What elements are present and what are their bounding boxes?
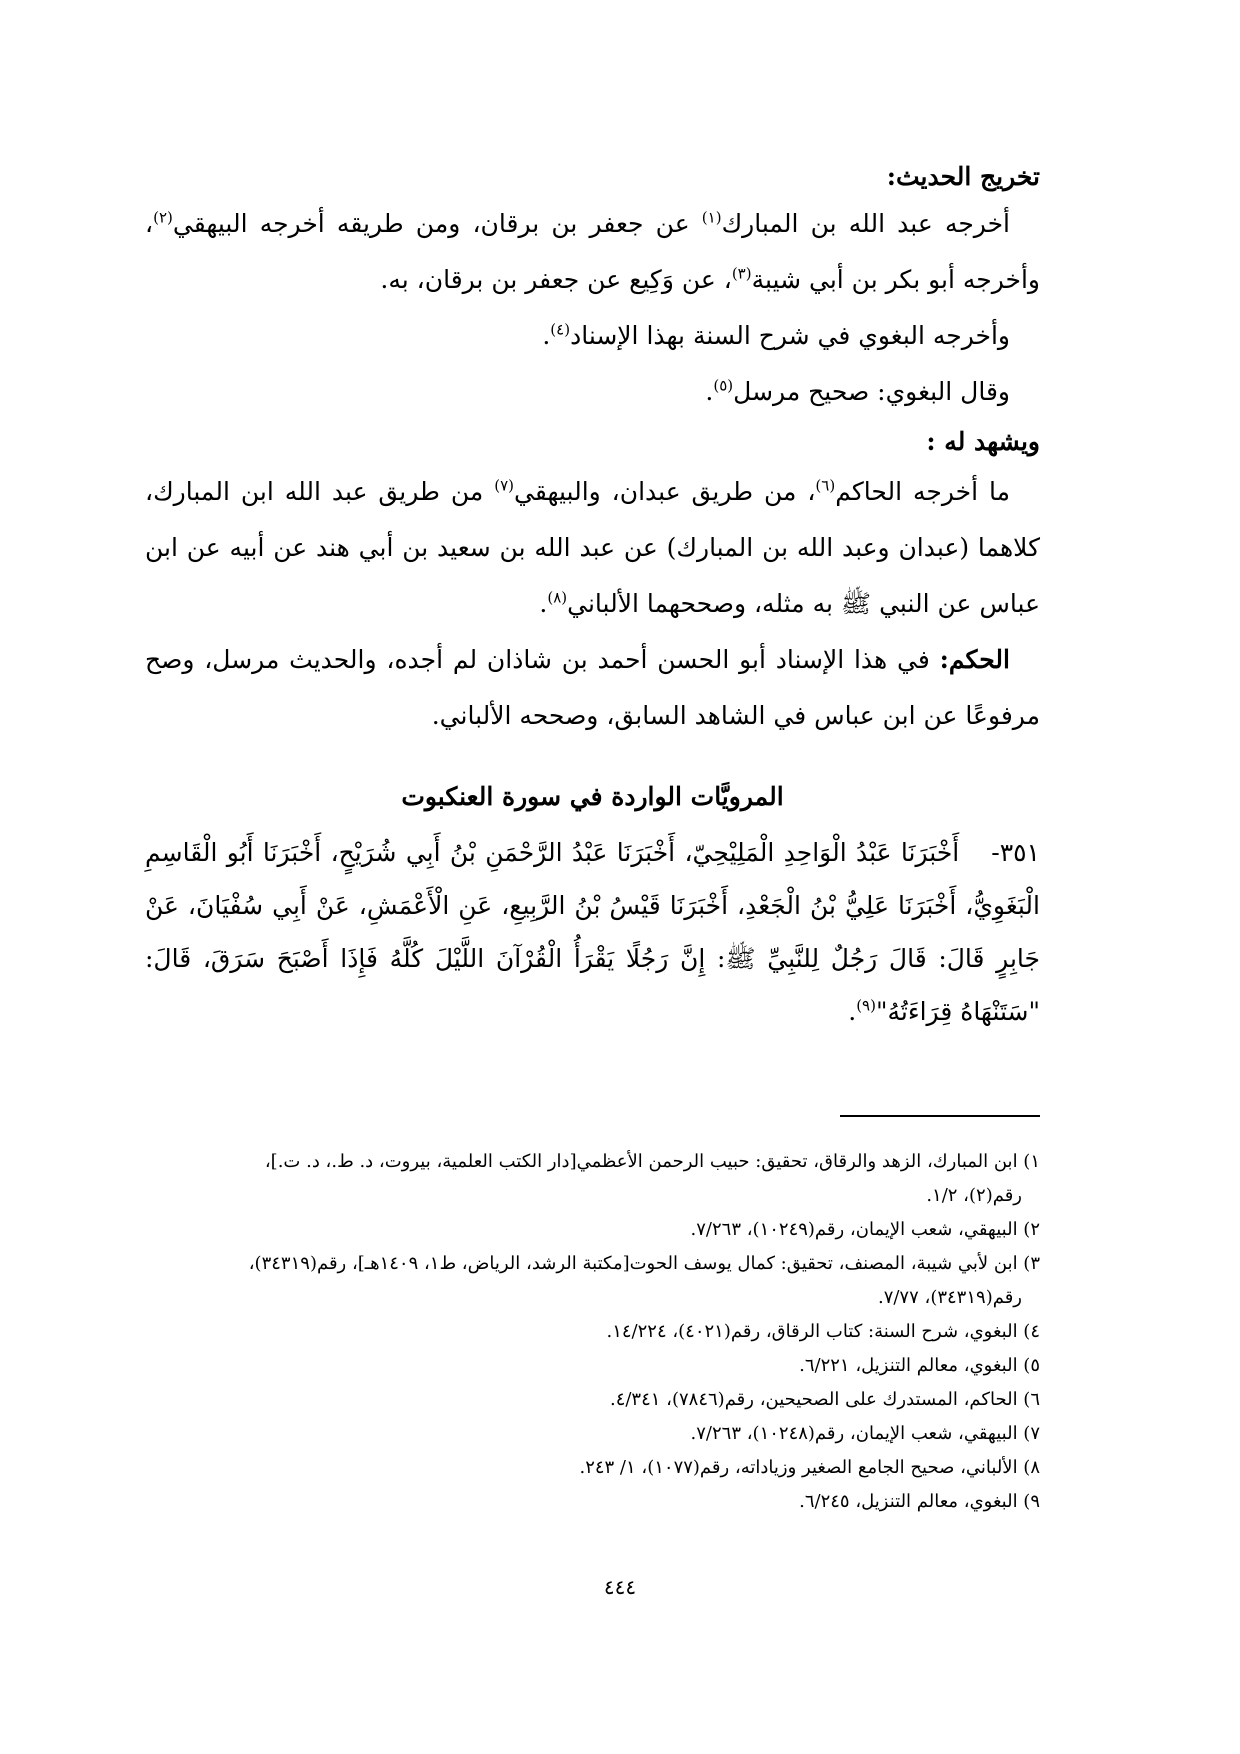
footnote-text: رقم(٣٤٣١٩)، ٧/٧٧. <box>877 1287 1022 1308</box>
takhrij-text: عن جعفر بن برقان، ومن طريقه أخرجه البيهقي <box>172 209 702 238</box>
shahid-text: ما أخرجه الحاكم <box>835 477 1010 506</box>
takhrij-paragraph-1 <box>145 196 1040 308</box>
footnote-ref-4: (٤) <box>550 320 571 339</box>
hadith-351 <box>145 826 1040 1038</box>
footnote-separator <box>840 1115 1040 1117</box>
footnote-text: ٩) البغوي، معالم التنزيل، ٦/٢٤٥. <box>799 1491 1040 1512</box>
takhrij-text: . <box>542 321 551 350</box>
takhrij-heading: تخريج الحديث: <box>886 162 1040 191</box>
footnote-8 <box>145 1451 1040 1485</box>
footnote-text: ٢) البيهقي، شعب الإيمان، رقم(١٠٢٤٩)، ٧/٢٦٣. <box>690 1219 1040 1240</box>
footnote-ref-8: (٨) <box>547 588 568 607</box>
footnote-4 <box>145 1315 1040 1349</box>
shahid-text: ، من طريق عبدان، والبيهقي <box>514 477 816 506</box>
footnote-2 <box>145 1213 1040 1247</box>
footnote-9 <box>145 1485 1040 1519</box>
hadith-text: أَخْبَرَنَا عَبْدُ الْوَاحِدِ الْمَلِيْحِيّ، أَخْبَرَنَا عَبْدُ الرَّحْمَنِ بْنُ أَبِي شُرَيْحٍ، أَخْبَرَنَا أَبُو الْقَاسِمِ الْبَغَوِيُّ، أَخْبَرَنَا عَلِيُّ بْنُ الْجَعْدِ، أَخْبَرَنَا قَيْسُ بْنُ الرَّبِيعِ، عَنِ الْأَعْمَشِ، عَنْ أَبِي سُفْيَانَ، عَنْ جَابِرٍ قَالَ: قَالَ رَجُلٌ لِلنَّبِيِّ ﷺ: إِنَّ رَجُلًا يَقْرَأُ الْقُرْآنَ اللَّيْلَ كُلَّهُ فَإِذَا أَصْبَحَ سَرَقَ، قَالَ: "سَتَنْهَاهُ قِرَاءَتُهُ" <box>145 838 1040 1026</box>
footnote-text: رقم(٢)، ١/٢. <box>926 1185 1022 1206</box>
footnote-ref-3: (٣) <box>731 264 752 283</box>
footnote-6 <box>145 1383 1040 1417</box>
shahid-paragraph <box>145 464 1040 632</box>
hukm-paragraph <box>145 632 1040 744</box>
footnote-5 <box>145 1349 1040 1383</box>
footnote-3 <box>145 1247 1040 1315</box>
takhrij-text: وقال البغوي: صحيح مرسل <box>733 377 1010 406</box>
footnote-ref-9: (٩) <box>856 996 876 1015</box>
section-title: المرويَّات الواردة في سورة العنكبوت <box>401 782 784 811</box>
takhrij-paragraph-3 <box>145 364 1040 420</box>
footnote-text: ٥) البغوي، معالم التنزيل، ٦/٢٢١. <box>799 1355 1040 1376</box>
takhrij-text: أخرجه عبد الله بن المبارك <box>721 209 1010 238</box>
footnote-text: ٧) البيهقي، شعب الإيمان، رقم(١٠٢٤٨)، ٧/٢٦٣. <box>690 1423 1040 1444</box>
shahid-text: . <box>539 589 548 618</box>
hadith-text: . <box>848 997 857 1026</box>
footnote-ref-1: (١) <box>701 208 722 227</box>
footnote-7 <box>145 1417 1040 1451</box>
footnote-ref-6: (٦) <box>815 476 836 495</box>
takhrij-text: ، وأخرجه أبو بكر بن أبي شيبة <box>145 209 1040 294</box>
footnote-1 <box>145 1145 1040 1213</box>
footnote-ref-7: (٧) <box>494 476 514 495</box>
main-text <box>145 158 1040 1038</box>
footnote-text: ٨) الألباني، صحيح الجامع الصغير وزياداته، رقم(١٠٧٧)، ١/ ٢٤٣. <box>579 1457 1040 1478</box>
footnote-text: ٤) البغوي، شرح السنة: كتاب الرقاق، رقم(٤٠٢١)، ١٤/٢٢٤. <box>606 1321 1040 1342</box>
takhrij-text: . <box>705 377 714 406</box>
hadith-number: ٣٥١- <box>991 838 1040 867</box>
shahid-text: من طريق عبد الله ابن المبارك، كلاهما (عبدان وعبد الله بن المبارك) عن عبد الله بن سعيد بن أبي هند عن أبيه عن ابن عباس عن النبي ﷺ به مثله، وصححهما الألباني <box>145 477 1040 618</box>
page-number: ٤٤٤ <box>603 1575 637 1599</box>
takhrij-text: ، عن وَكِيع عن جعفر بن برقان، به. <box>380 265 732 294</box>
footnote-ref-5: (٥) <box>713 376 734 395</box>
footnote-text: ٦) الحاكم، المستدرك على الصحيحين، رقم(٧٨٤٦)، ٤/٣٤١. <box>609 1389 1040 1410</box>
footnote-text: ٣) ابن لأبي شيبة، المصنف، تحقيق: كمال يوسف الحوت[مكتبة الرشد، الرياض، ط١، ١٤٠٩هـ]، رقم(٣٤٣١٩)، <box>248 1253 1040 1274</box>
footnote-ref-2: (٢) <box>153 208 173 227</box>
takhrij-text: وأخرجه البغوي في شرح السنة بهذا الإسناد <box>570 321 1010 350</box>
takhrij-paragraph-2 <box>145 308 1040 364</box>
hukm-label: الحكم: <box>939 645 1010 674</box>
footnote-text: ١) ابن المبارك، الزهد والرقاق، تحقيق: حبيب الرحمن الأعظمي[دار الكتب العلمية، بيروت، د. ط.، د. ت.]، <box>264 1151 1040 1172</box>
footnotes <box>145 1145 1040 1519</box>
hukm-text: في هذا الإسناد أبو الحسن أحمد بن شاذان لم أجده، والحديث مرسل، وصح مرفوعًا عن ابن عباس في الشاهد السابق، وصححه الألباني. <box>145 645 1040 730</box>
shahid-heading: ويشهد له : <box>926 427 1040 456</box>
